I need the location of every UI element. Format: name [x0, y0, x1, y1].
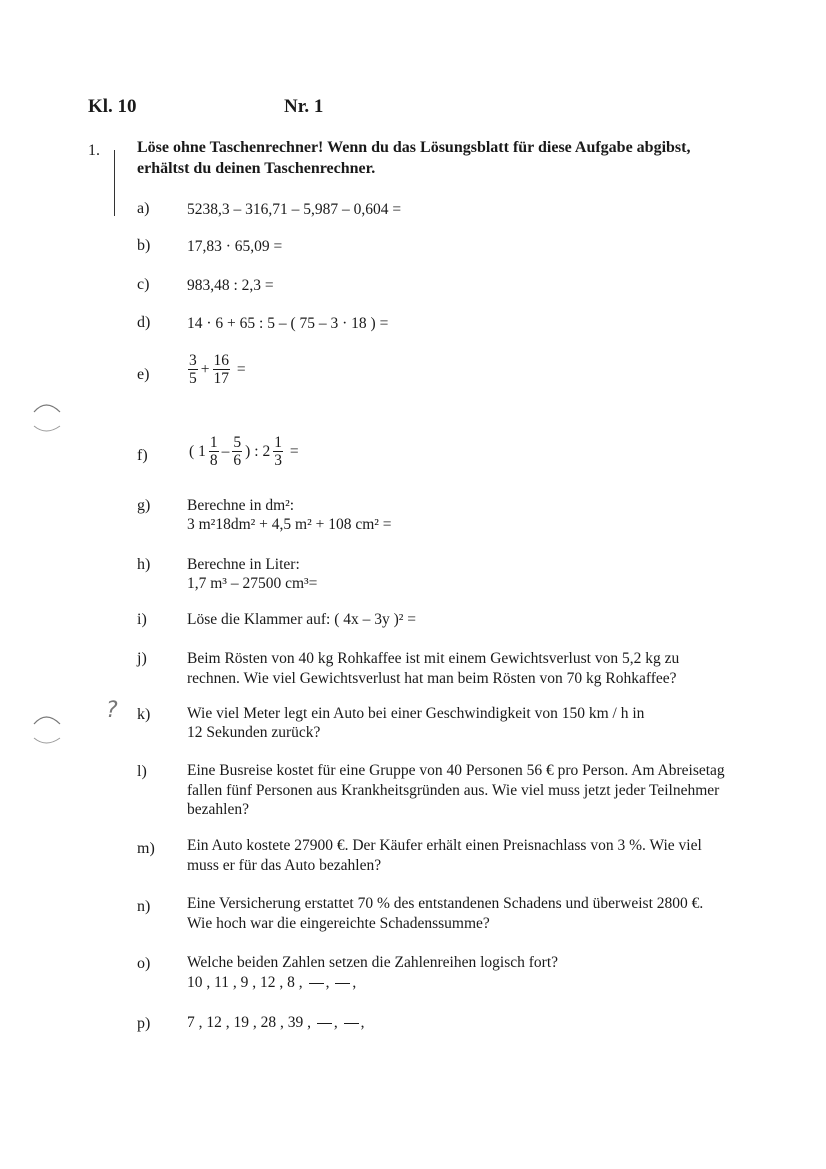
item-j-text: Beim Rösten von 40 kg Rohkaffee ist mit einem Gewichtsverlust von 5,2 kg zu rechnen. Wie viel Gewichtsverlust hat man beim Rösten von 70 kg Rohkaffee? — [187, 650, 680, 687]
item-e-label: e) — [137, 366, 150, 383]
item-g-line2: 3 m²18dm² + 4,5 m² + 108 cm² = — [187, 516, 392, 533]
fraction: $\frac{1}{3}$ — [274, 434, 283, 469]
item-p-sequence: 7 , 12 , 19 , 28 , 39 , , , — [187, 1014, 365, 1031]
fraction: $\frac{16}{17}$ — [213, 352, 229, 387]
item-h-line2: 1,7 m³ – 27500 cm³= — [187, 575, 318, 592]
item-j-label: j) — [137, 650, 147, 667]
item-p-label: p) — [137, 1015, 151, 1032]
item-m-label: m) — [137, 840, 155, 857]
item-b-text: 17,83 · 65,09 = — [187, 238, 283, 255]
item-g-line1: Berechne in dm²: — [187, 497, 295, 514]
item-c-label: c) — [137, 276, 150, 293]
task-number: 1. — [88, 142, 100, 159]
item-k-line1: Wie viel Meter legt ein Auto bei einer Geschwindigkeit von 150 km / h in — [187, 705, 645, 722]
item-b-label: b) — [137, 237, 151, 254]
item-i-label: i) — [137, 611, 147, 628]
item-n-text: Eine Versicherung erstattet 70 % des entstandenen Schadens und überweist 2800 €. Wie hoch war die eingereichte Schadenssumme? — [187, 895, 704, 932]
item-g-label: g) — [137, 497, 151, 514]
item-c-text: 983,48 : 2,3 = — [187, 277, 274, 294]
item-f-expression: ( 1 $\frac{1}{8}$ – $\frac{5}{6}$ ) : 2 $\frac{1}{3}$ = — [189, 434, 299, 469]
answer-blank[interactable] — [335, 983, 350, 984]
item-m-text: Ein Auto kostete 27900 €. Der Käufer erhält einen Preisnachlass von 3 %. Wie viel muss er für das Auto bezahlen? — [187, 837, 702, 874]
answer-blank[interactable] — [317, 1023, 332, 1024]
item-o-sequence: 10 , 11 , 9 , 12 , 8 , , , — [187, 974, 357, 991]
item-h-label: h) — [137, 556, 151, 573]
item-l-label: l) — [137, 763, 147, 780]
sheet-number: Nr. 1 — [284, 96, 324, 117]
item-k-line2: 12 Sekunden zurück? — [187, 724, 321, 741]
item-k-label: k) — [137, 706, 151, 723]
class-label: Kl. 10 — [88, 96, 137, 117]
fraction: $\frac{3}{5}$ — [189, 352, 197, 387]
answer-blank[interactable] — [309, 983, 324, 984]
item-o-line1: Welche beiden Zahlen setzen die Zahlenreihen logisch fort? — [187, 954, 559, 971]
fraction: $\frac{1}{8}$ — [209, 434, 218, 469]
punch-hole-icon — [30, 400, 66, 436]
item-l-text: Eine Busreise kostet für eine Gruppe von 40 Personen 56 € pro Person. Am Abreisetag fallen fünf Personen aus Krankheitsgründen aus. Wie viel muss jetzt jeder Teilnehmer bezahlen? — [187, 762, 725, 818]
punch-hole-icon — [30, 712, 66, 748]
item-a-text: 5238,3 – 316,71 – 5,987 – 0,604 = — [187, 201, 402, 218]
task-instruction: Löse ohne Taschenrechner! Wenn du das Lösungsblatt für diese Aufgabe abgibst, erhältst du deinen Taschenrechner. — [137, 139, 691, 177]
item-n-label: n) — [137, 898, 151, 915]
handwritten-question-mark: ? — [106, 698, 118, 723]
item-a-label: a) — [137, 200, 150, 217]
item-e-expression: $\frac{3}{5}$ + $\frac{16}{17}$ = — [189, 352, 246, 387]
fraction: $\frac{5}{6}$ — [233, 434, 242, 469]
item-o-label: o) — [137, 955, 151, 972]
item-f-label: f) — [137, 447, 148, 464]
item-i-text: Löse die Klammer auf: ( 4x – 3y )² = — [187, 611, 417, 628]
answer-blank[interactable] — [344, 1023, 359, 1024]
item-d-label: d) — [137, 314, 151, 331]
item-d-text: 14 · 6 + 65 : 5 – ( 75 – 3 · 18 ) = — [187, 315, 389, 332]
margin-line — [114, 150, 115, 216]
item-h-line1: Berechne in Liter: — [187, 556, 300, 573]
